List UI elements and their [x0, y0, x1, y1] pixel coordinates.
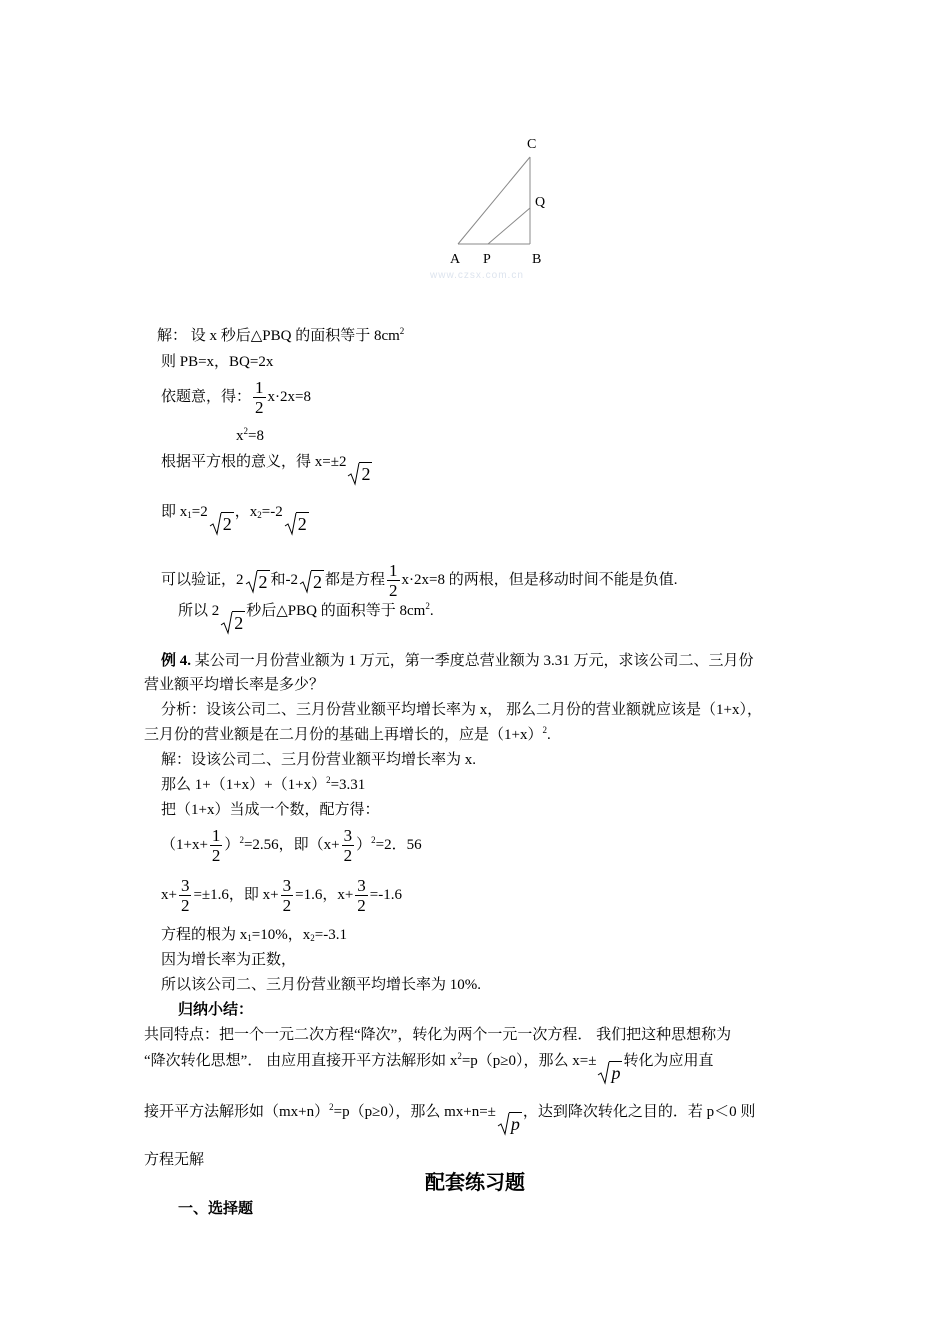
solution-line-4: $x^2=8$	[236, 426, 264, 444]
solution-line-7: 可以验证，2 2 和-2 2 都是方程 $\frac{1}{2}$ x·2x=8 的两根，但是移动时间不能是负值.	[161, 561, 678, 600]
sqrt-p: p	[497, 1112, 522, 1136]
watermark: www.czsx.com.cn	[430, 270, 524, 281]
fraction-three-halves: $\frac{3}{2}$	[357, 876, 366, 915]
fraction-half: $\frac{1}{2}$	[255, 378, 264, 417]
solution-line-1: 解： 设 x 秒后△PBQ 的面积等于 $8cm^2$	[157, 326, 405, 344]
fraction-three-halves: $\frac{3}{2}$	[180, 876, 190, 915]
label-q: Q	[535, 195, 546, 210]
summary-line-1: 共同特点：把一个一元二次方程“降次”，转化为两个一元一次方程． 我们把这种思想称为	[144, 1027, 732, 1043]
segment-pq	[488, 208, 530, 244]
summary-line-3: 接开平方法解形如$(mx+n)^2=p(p\ge 0)$，那么 mx+n=± p，达到降次转化之目的．若 p＜0 则	[144, 1102, 756, 1134]
sqrt-2: 2	[220, 611, 245, 635]
triangle-figure	[0, 0, 950, 300]
fraction-half: $\frac{1}{2}$	[211, 826, 221, 865]
sqrt-2: 2	[245, 570, 270, 594]
solution-line-2: 则 PB=x，BQ=2x	[161, 354, 274, 370]
example-solution-line-5: x+ $\frac{3}{2}$ =±1.6，即 x+ $\frac{3}{2}$ =1.6，x+ $\frac{3}{2}$ =-1.6	[161, 876, 403, 915]
solution-line-3: 依题意，得： $\frac{1}{2}$ x·2x=8	[161, 378, 311, 417]
example-solution-line-7: 因为增长率为正数，	[161, 952, 297, 968]
fraction-half: $\frac{1}{2}$	[389, 561, 398, 600]
summary-line-4: 方程无解	[144, 1152, 205, 1168]
sqrt-2: 2	[209, 512, 234, 536]
summary-heading: 归纳小结：	[178, 1002, 254, 1018]
solution-line-6: 即 $x_1=2$ 2，$x_2=-2$ 2	[161, 504, 307, 534]
example-solution-line-1: 解：设该公司二、三月份营业额平均增长率为 x.	[161, 752, 477, 768]
label-a: A	[450, 252, 461, 267]
solution-line-5: 根据平方根的意义，得 x=±2 2	[161, 454, 371, 484]
example-solution-line-4: （1+x+ $\frac{1}{2}$ ）$^2$=2.56，即（x+ $\frac{3}{2}$ ）$^2$=2．56	[161, 826, 422, 865]
analysis-line-1: 分析：设该公司二、三月份营业额平均增长率为 x， 那么二月份的营业额就应该是（1+x），	[161, 702, 762, 718]
sqrt-2: 2	[284, 512, 309, 536]
example-solution-line-8: 所以该公司二、三月份营业额平均增长率为 10%.	[161, 977, 481, 993]
example-solution-line-2: 那么 $1+(1+x)+(1+x)^2=3.31$	[161, 775, 366, 793]
fraction-three-halves: $\frac{3}{2}$	[343, 826, 353, 865]
example-4-line-1: 例 4. 某公司一月份营业额为 1 万元，第一季度总营业额为 3.31 万元，求该公司二、三月份	[161, 653, 754, 669]
summary-line-2: “降次转化思想”． 由应用直接开平方法解形如 $x^2=p(p\ge 0)$，那么 x=± p转化为应用直	[144, 1051, 714, 1083]
example-solution-line-6: 方程的根为 $x_1=10\%$，$x_2=-3.1$	[161, 927, 347, 943]
label-c: C	[527, 137, 537, 152]
sqrt-2: 2	[299, 570, 324, 594]
fraction-three-halves: $\frac{3}{2}$	[282, 876, 292, 915]
sqrt-p: p	[597, 1061, 622, 1085]
example-label: 例 4.	[161, 653, 192, 669]
exercises-title: 配套练习题	[425, 1172, 525, 1194]
example-solution-line-3: 把（1+x）当成一个数，配方得：	[161, 802, 380, 818]
label-p: P	[483, 252, 491, 267]
label-b: B	[532, 252, 542, 267]
side-ac	[458, 157, 530, 244]
section-heading-choice: 一、选择题	[178, 1201, 254, 1217]
analysis-line-2: 三月份的营业额是在二月份的基础上再增长的，应是$(1+x)^2$.	[144, 725, 551, 743]
solution-line-8: 所以 2 2秒后△PBQ 的面积等于 $8cm^2$.	[178, 601, 434, 633]
sqrt-2: 2	[347, 462, 372, 486]
example-4-line-2: 营业额平均增长率是多少？	[144, 677, 325, 693]
